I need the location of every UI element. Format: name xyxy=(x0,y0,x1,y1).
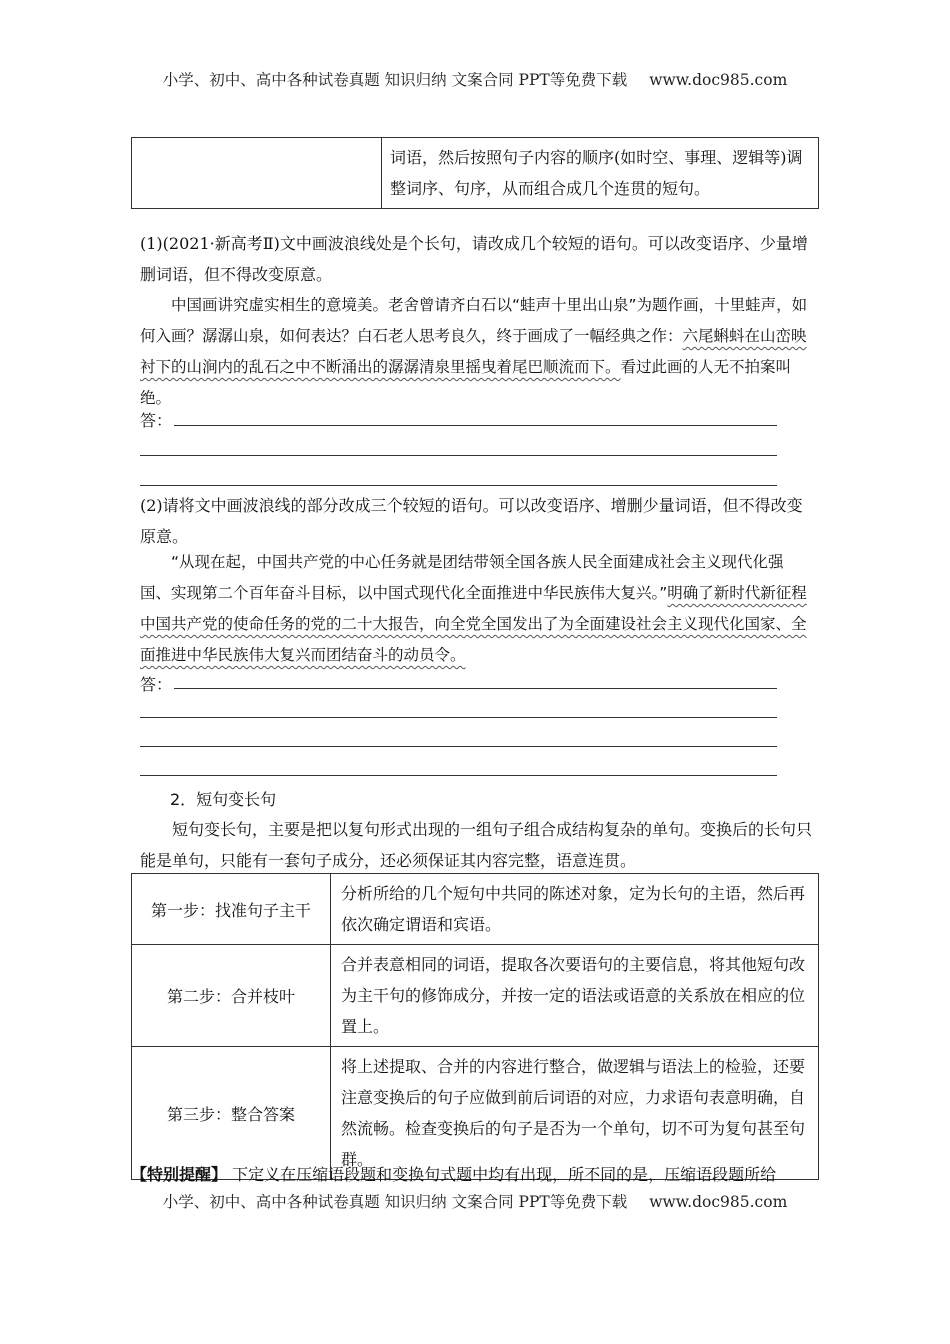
tip-label: 【特别提醒】 xyxy=(131,1165,228,1184)
q1-answer-label: 答： xyxy=(140,411,173,430)
step-description: 合并表意相同的词语，提取各次要语句的主要信息，将其他短句改为主干句的修饰成分，并按一定的语法或语意的关系放在相应的位置上。 xyxy=(331,945,819,1047)
q2-answer-line-4[interactable] xyxy=(140,775,777,776)
q2-passage-wavy: 明确了新时代新征程中国共产党的使命任务的党的二十大报告，向全党全国发出了为全面建设社会主义现代化国家、全面推进中华民族伟大复兴而团结奋斗的动员令。 xyxy=(140,584,807,664)
top-table xyxy=(131,137,819,209)
tip-text: 下定义在压缩语段题和变换句式题中均有出现，所不同的是，压缩语段题所给 xyxy=(232,1165,777,1184)
section2-intro: 短句变长句，主要是把以复句形式出现的一组句子组合成结构复杂的单句。变换后的长句只能是单句，只能有一套句子成分，还必须保证其内容完整，语意连贯。 xyxy=(140,820,813,870)
steps-row xyxy=(132,1047,819,1180)
q1-passage-plain: 中国画讲究虚实相生的意境美。老舍曾请齐白石以“蛙声十里出山泉”为题作画，十里蛙声，如何入画？潺潺山泉，如何表达？白石老人思考良久，终于画成了一幅经典之作： xyxy=(140,296,808,345)
steps-row xyxy=(132,945,819,1047)
page-footer xyxy=(0,1190,950,1212)
q2-prompt: (2)请将文中画波浪线的部分改成三个较短的语句。可以改变语序、增删少量词语，但不得改变原意。 xyxy=(140,496,803,546)
step-label: 第三步：整合答案 xyxy=(132,1047,331,1180)
q1-passage-wavy: 六尾蝌蚪在山峦映衬下的山涧内的乱石之中不断涌出的潺潺清泉里摇曳着尾巴顺流而下。 xyxy=(140,327,807,376)
q2-passage xyxy=(140,547,812,671)
q1-prompt: (1)(2021·新高考Ⅱ)文中画波浪线处是个长句，请改成几个较短的语句。可以改变语序、少量增删词语，但不得改变原意。 xyxy=(140,234,808,284)
footer-site: www.doc985.com xyxy=(649,1193,788,1211)
step-label: 第二步：合并枝叶 xyxy=(132,945,331,1047)
q2-answer-line-2[interactable] xyxy=(140,717,777,718)
step-description: 将上述提取、合并的内容进行整合，做逻辑与语法上的检验，还要注意变换后的句子应做到前后词语的对应，力求语句表意明确，自然流畅。检查变换后的句子是否为一个单句，切不可为复句甚至句群。 xyxy=(331,1047,819,1180)
q2-answer-line-1[interactable] xyxy=(174,688,777,689)
q1-answer-line-2[interactable] xyxy=(140,455,777,456)
page-header xyxy=(0,68,950,90)
header-site: www.doc985.com xyxy=(649,71,788,89)
q2-answer-line-3[interactable] xyxy=(140,746,777,747)
top-table-empty-cell xyxy=(132,138,382,209)
top-table-text-cell: 词语，然后按照句子内容的顺序(如时空、事理、逻辑等)调整词序、句序，从而组合成几个连贯的短句。 xyxy=(382,138,819,209)
q1-passage-tail: 看过此画的人无不拍案叫绝。 xyxy=(140,358,792,407)
header-text: 小学、初中、高中各种试卷真题 知识归纳 文案合同 PPT等免费下载 xyxy=(162,71,628,89)
section2-heading: 2．短句变长句 xyxy=(170,790,277,809)
steps-row xyxy=(132,874,819,945)
step-label: 第一步：找准句子主干 xyxy=(132,874,331,945)
q1-answer-line-3[interactable] xyxy=(140,485,777,486)
q1-passage xyxy=(140,290,812,414)
q2-passage-plain: “从现在起，中国共产党的中心任务就是团结带领全国各族人民全面建成社会主义现代化强国、实现第二个百年奋斗目标，以中国式现代化全面推进中华民族伟大复兴。” xyxy=(140,553,784,602)
steps-table xyxy=(131,873,819,1180)
special-tip xyxy=(131,1162,776,1185)
q2-answer-label: 答： xyxy=(140,675,173,694)
q1-answer-line-1[interactable] xyxy=(174,425,777,426)
footer-text: 小学、初中、高中各种试卷真题 知识归纳 文案合同 PPT等免费下载 xyxy=(162,1193,628,1211)
step-description: 分析所给的几个短句中共同的陈述对象，定为长句的主语，然后再依次确定谓语和宾语。 xyxy=(331,874,819,945)
